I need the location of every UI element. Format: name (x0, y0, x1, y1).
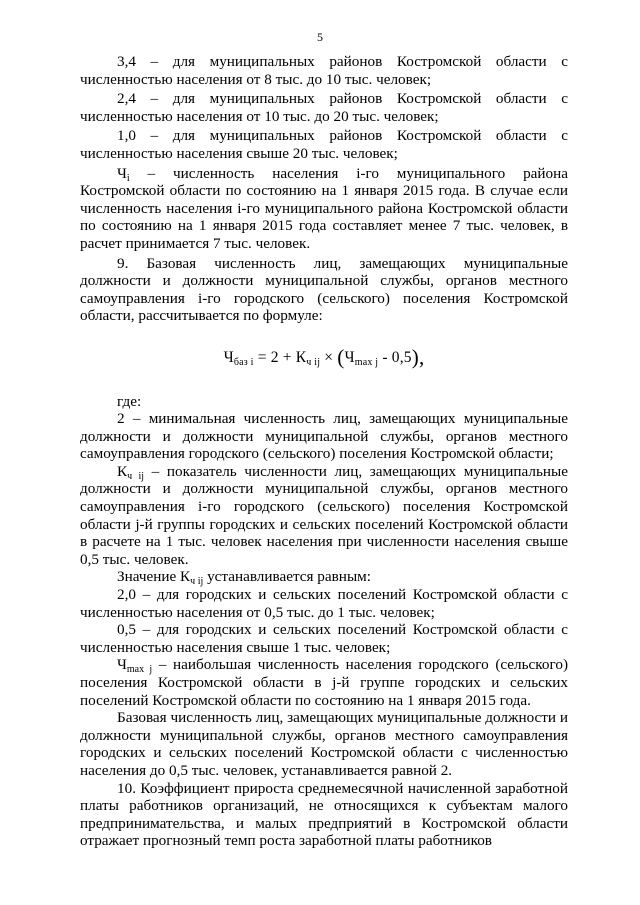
paragraph-def-chmax (80, 656, 568, 709)
paragraph-coef-3-4: 3,4 – для муниципальных районов Костромской области с численностью населения от 8 тыс. до 10 тыс. человек; (80, 53, 568, 88)
paragraph-k-value (80, 568, 568, 586)
formula (80, 344, 568, 369)
paragraph-def-2: 2 – минимальная численность лиц, замещающих муниципальные должности и должности муниципальной службы, органов местного самоуправления городского (сельского) поселения Костромской области; (80, 410, 568, 463)
paragraph-section-10: 10. Коэффициент прироста среднемесячной начисленной заработной платы работников организаций, не относящихся к субъектам малого предпринимательства, и малых предприятий в Костромской области отражает прогнозный темп роста заработной платы работников (80, 779, 568, 850)
formula-close-paren: ), (411, 344, 425, 369)
paragraph-base-small: Базовая численность лиц, замещающих муниципальные должности и должности муниципальной службы, органов местного самоуправления городских и сельских поселений Костромской области с численностью населения до 0,5 тыс. человек, устанавливается равной 2. (80, 709, 568, 779)
formula-times: × (320, 348, 338, 366)
population-def-text: – численность населения i-го муниципального района Костромской области по состоянию на 1 января 2015 года. В случае если численность населения i-го муниципального района Костромской области по состоянию на 1 января 2015 года составляет менее 7 тыс. человек, в расчет принимается 7 тыс. человек. (80, 164, 568, 252)
formula-lhs-subscript: баз i (233, 356, 254, 368)
def-k-text: – показатель численности лиц, замещающих муниципальные должности и должности муниципальной службы, органов местного самоуправления i-го городского (сельского) поселения Костромской области j-й группы городских и сельских поселений Костромской области в расчете на 1 тыс. человек населения при численности населения свыше 0,5 тыс. человек. (80, 462, 568, 568)
symbol-chmax: Ч (117, 656, 127, 674)
formula-minus: - 0,5 (378, 348, 412, 366)
paragraph-where: где: (117, 392, 142, 410)
formula-middle: = 2 + К (253, 348, 307, 366)
symbol-chmax-subscript: max j (126, 664, 153, 676)
formula-ch: Ч (344, 348, 355, 366)
symbol-k-subscript: ч ij (127, 470, 145, 482)
k-value-subscript: ч ij (190, 576, 204, 588)
formula-k-subscript: ч ij (306, 356, 321, 368)
formula-ch-subscript: max j (354, 356, 379, 368)
def-chmax-text: – наибольшая численность населения городского (сельского) поселения Костромской области в j-й группе городских и сельских поселений Костромской области по состоянию на 1 января 2015 года. (80, 656, 569, 709)
formula-lhs: Ч (223, 348, 234, 366)
symbol-ch-subscript: i (126, 172, 130, 184)
paragraph-coef-1-0: 1,0 – для муниципальных районов Костромской области с численностью населения свыше 20 тыс. человек; (80, 127, 568, 162)
paragraph-section-9: 9. Базовая численность лиц, замещающих муниципальные должности и должности муниципальной службы, органов местного самоуправления i-го городского (сельского) поселения Костромской области, рассчитывается по формуле: (80, 254, 568, 325)
paragraph-def-k (80, 463, 568, 569)
paragraph-coef-2-4: 2,4 – для муниципальных районов Костромской области с численностью населения от 10 тыс. до 20 тыс. человек; (80, 90, 568, 125)
document-body (80, 53, 568, 850)
k-value-tail: устанавливается равным: (203, 568, 371, 586)
page-number: 5 (317, 30, 323, 44)
formula-open-paren: ( (337, 344, 345, 369)
paragraph-k-2-0: 2,0 – для городских и сельских поселений Костромской области с численностью населения от 0,5 тыс. до 1 тыс. человек; (80, 586, 568, 621)
paragraph-population-def (80, 165, 568, 253)
k-value-text: Значение К (117, 568, 191, 586)
symbol-k: К (117, 462, 128, 480)
paragraph-k-0-5: 0,5 – для городских и сельских поселений Костромской области с численностью населения свыше 1 тыс. человек; (80, 621, 568, 656)
symbol-ch: Ч (117, 164, 127, 182)
